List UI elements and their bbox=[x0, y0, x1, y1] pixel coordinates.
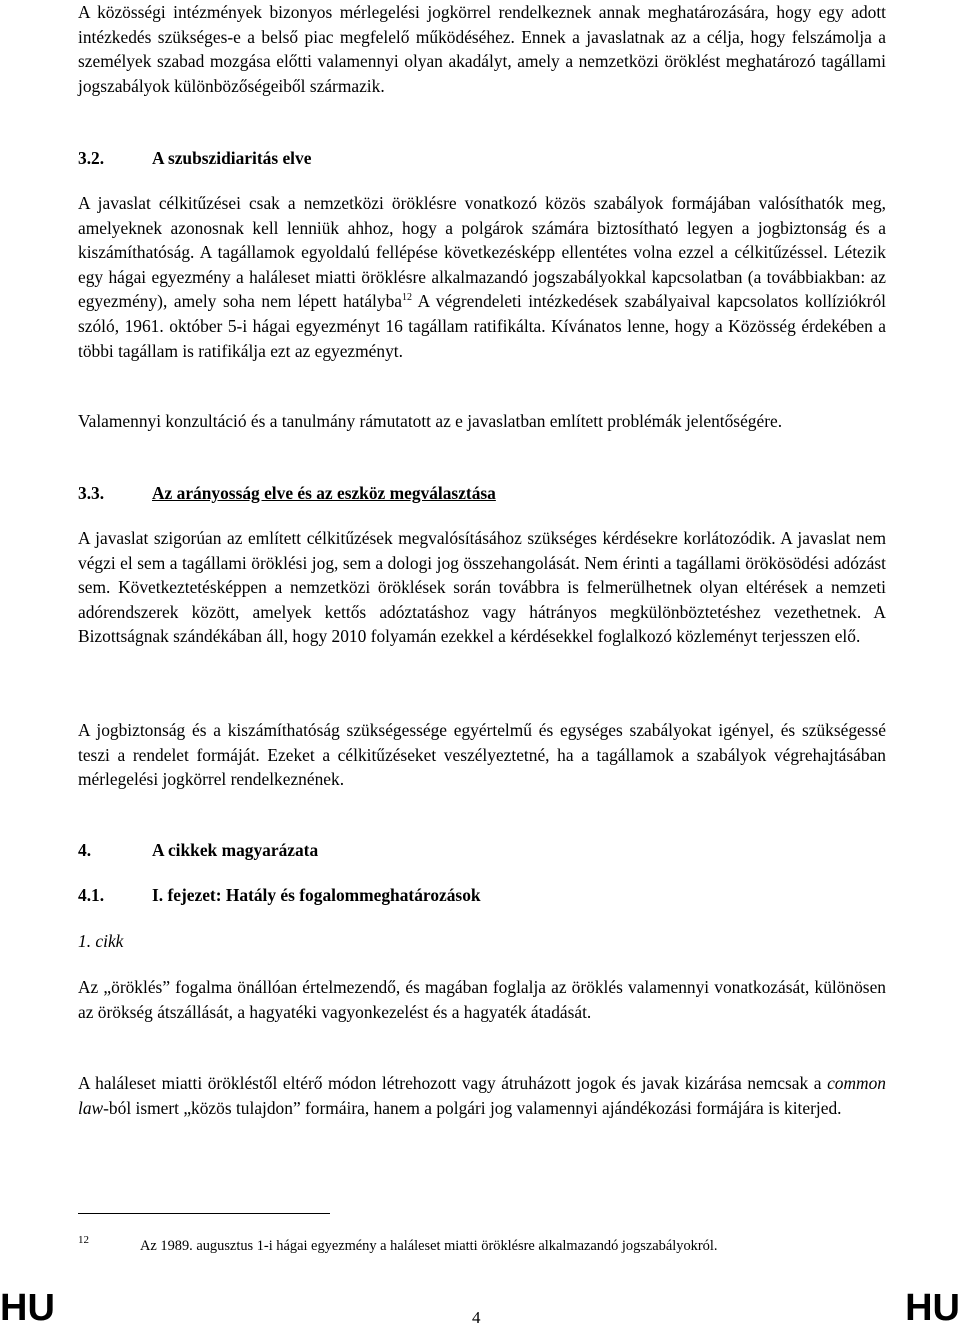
article-1-label: 1. cikk bbox=[78, 931, 124, 951]
heading-subsidiarity bbox=[78, 146, 886, 170]
heading-proportionality bbox=[78, 481, 886, 505]
footnote-number: 12 bbox=[78, 1234, 89, 1246]
paragraph-consultation: Valamennyi konzultáció és a tanulmány rámutatott az e javaslatban említett problémák jelentőségére. bbox=[78, 411, 783, 431]
paragraph-text: A javaslat célkitűzései csak a nemzetközi öröklésre vonatkozó közös szabályok formájában valósíthatók meg, amelyeknek azonosnak kell lenniük ahhoz, hogy a polgárok számára biztosítható legyen a jogbiztonság és a kiszámíthatóság. A tagállamok egyoldalú fellépése következésképp ellentétes volna ezzel a célkitűzéssel. Létezik egy hágai egyezmény a haláleset miatti öröklésre alkalmazandó jogszabályokkal kapcsolatban (a továbbiakban: az egyezmény), amely soha nem lépett hatályba bbox=[78, 193, 886, 312]
paragraph-succession-definition: Az „öröklés” fogalma önállóan értelmezendő, és magában foglalja az öröklés valamennyi vonatkozását, különösen az örökség átszállását, a hagyatéki vagyonkezelést és a hagyaték átadását. bbox=[78, 977, 886, 1022]
footer-language-right: HU bbox=[905, 1287, 960, 1329]
footnote-text: Az 1989. augusztus 1-i hágai egyezmény a haláleset miatti öröklésre alkalmazandó jogszabályokról. bbox=[140, 1238, 718, 1254]
heading-title: Az arányosság elve és az eszköz megválasztása bbox=[152, 483, 496, 503]
heading-title: I. fejezet: Hatály és fogalommeghatározások bbox=[152, 885, 481, 905]
footnote-reference[interactable]: 12 bbox=[402, 292, 412, 304]
paragraph-legal-certainty: A jogbiztonság és a kiszámíthatóság szükségessége egyértelmű és egységes szabályokat igényel, és szükségessé teszi a rendelet formáját. Ezeket a célkitűzéseket veszélyeztetné, ha a tagállamok a szabályok végrehajtásában mérlegelési jogkörrel rendelkeznének. bbox=[78, 720, 886, 790]
page-number: 4 bbox=[472, 1308, 481, 1327]
paragraph-text: A haláleset miatti örökléstől eltérő módon létrehozott vagy átruházott jogok és javak kizárása nemcsak a bbox=[78, 1073, 828, 1093]
footer-language-left: HU bbox=[0, 1287, 55, 1329]
heading-title: A cikkek magyarázata bbox=[152, 840, 319, 860]
heading-number: 3.2. bbox=[78, 148, 105, 168]
paragraph-text: -ból ismert „közös tulajdon” formáira, hanem a polgári jog valamennyi ajándékozási formájára is kiterjed. bbox=[103, 1097, 842, 1118]
heading-articles bbox=[78, 838, 886, 862]
heading-title: A szubszidiaritás elve bbox=[152, 148, 312, 168]
heading-chapter-1 bbox=[78, 883, 886, 907]
heading-number: 4.1. bbox=[78, 885, 105, 905]
italic-term: common law bbox=[78, 1073, 886, 1118]
paragraph-exclusions bbox=[78, 1071, 886, 1120]
footnote-divider bbox=[78, 1213, 330, 1214]
paragraph-proportionality: A javaslat szigorúan az említett célkitűzések megvalósításához szükséges kérdésekre korlátozódik. A javaslat nem végzi el sem a tagállami öröklési jog, sem a dologi jog összehangolását. Nem érinti a tagállami örökösödési adózást sem. Következtetésképpen a nemzetközi öröklések során továbbra is felmerülhetnek olyan eltérések a nemzeti adórendszerek között, amelyek kettős adóztatáshoz vagy hátrányos megkülönböztetéshez vezethetnek. A Bizottságnak szándékában áll, hogy 2010 folyamán ezekkel a kérdésekkel foglalkozó közleményt terjesszen elő. bbox=[78, 528, 886, 647]
heading-number: 3.3. bbox=[78, 483, 105, 503]
paragraph-subsidiarity bbox=[78, 191, 886, 363]
paragraph-text: A végrendeleti intézkedések szabályaival kapcsolatos kollíziókról szóló, 1961. október 5-i hágai egyezményt 16 tagállam ratifikálta. Kívánatos lenne, hogy a Közösség érdekében a többi tagállam is ratifikálja ezt az egyezményt. bbox=[78, 291, 887, 361]
paragraph-intro: A közösségi intézmények bizonyos mérlegelési jogkörrel rendelkeznek annak meghatározására, hogy egy adott intézkedés szükséges-e a belső piac megfelelő működéséhez. Ennek a javaslatnak az a célja, hogy felszámolja a személyek szabad mozgása előtti valamennyi olyan akadályt, amely a nemzetközi öröklést meghatározó tagállami jogszabályok különbözőségeiből származik. bbox=[78, 2, 886, 96]
heading-number: 4. bbox=[78, 840, 92, 860]
